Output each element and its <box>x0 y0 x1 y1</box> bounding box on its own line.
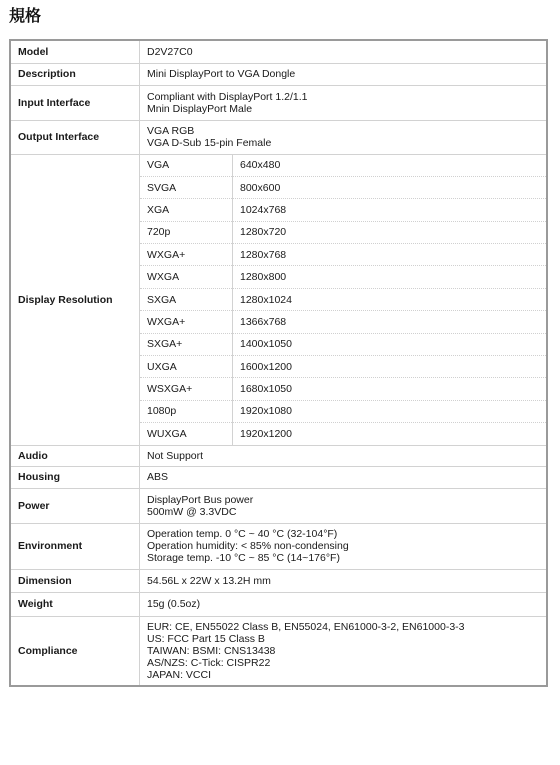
value-line: 500mW @ 3.3VDC <box>147 505 237 518</box>
value-line: TAIWAN: BSMI: CNS13438 <box>147 644 276 657</box>
row-value <box>140 85 548 120</box>
row-label: Power <box>10 488 140 523</box>
row-label: Input Interface <box>10 85 140 120</box>
table-row <box>10 85 547 120</box>
table-row <box>10 466 547 488</box>
resolution-mode-name: WXGA+ <box>140 311 233 333</box>
resolution-mode-name: 720p <box>140 221 233 243</box>
row-label: Housing <box>10 466 140 488</box>
row-label: Audio <box>10 445 140 466</box>
resolution-value: 1280x1024 <box>233 288 547 310</box>
row-label: Description <box>10 63 140 85</box>
resolution-row <box>140 356 546 378</box>
resolution-value: 1400x1050 <box>233 333 547 355</box>
table-row <box>10 488 547 523</box>
resolution-value: 1024x768 <box>233 199 547 221</box>
row-label: Environment <box>10 523 140 569</box>
resolution-value: 1920x1080 <box>233 400 547 422</box>
resolution-value: 640x480 <box>233 155 547 177</box>
value-line: JAPAN: VCCI <box>147 668 211 681</box>
table-row <box>10 40 547 63</box>
resolution-value: 1280x768 <box>233 244 547 266</box>
value-line: EUR: CE, EN55022 Class B, EN55024, EN61000-3-2, EN61000-3-3 <box>147 620 465 633</box>
row-value <box>140 616 548 686</box>
resolution-mode-name: WUXGA <box>140 423 233 445</box>
row-value: Not Support <box>140 445 548 466</box>
resolution-row <box>140 333 546 355</box>
value-line: VGA D-Sub 15-pin Female <box>147 137 272 149</box>
row-label: Display Resolution <box>10 154 140 445</box>
resolution-value: 1680x1050 <box>233 378 547 400</box>
row-value: 54.56L x 22W x 13.2H mm <box>140 569 548 592</box>
table-row <box>10 592 547 616</box>
value-line: Operation temp. 0 °C ~ 40 °C (32-104°F) <box>147 528 338 541</box>
row-label: Output Interface <box>10 120 140 154</box>
resolution-mode-name: WSXGA+ <box>140 378 233 400</box>
resolution-mode-name: VGA <box>140 155 233 177</box>
resolution-value: 1366x768 <box>233 311 547 333</box>
value-line: Mnin DisplayPort Male <box>147 102 253 115</box>
row-value: Mini DisplayPort to VGA Dongle <box>140 63 548 85</box>
resolution-value: 800x600 <box>233 176 547 198</box>
value-line: Compliant with DisplayPort 1.2/1.1 <box>147 90 308 103</box>
resolution-value: 1600x1200 <box>233 356 547 378</box>
resolution-row <box>140 423 546 445</box>
table-row <box>10 445 547 466</box>
resolution-value: 1280x720 <box>233 221 547 243</box>
resolution-row <box>140 176 546 198</box>
resolution-row <box>140 378 546 400</box>
resolution-value: 1280x800 <box>233 266 547 288</box>
page-title: 規格 <box>9 6 42 25</box>
row-value <box>140 523 548 569</box>
spec-table <box>9 39 548 687</box>
resolution-cell <box>140 154 548 445</box>
table-row <box>10 63 547 85</box>
resolution-mode-name: SXGA <box>140 288 233 310</box>
table-row <box>10 569 547 592</box>
value-line: Storage temp. -10 °C ~ 85 °C (14~176°F) <box>147 552 340 565</box>
resolution-row <box>140 244 546 266</box>
table-row <box>10 523 547 569</box>
resolution-row <box>140 221 546 243</box>
row-label: Compliance <box>10 616 140 686</box>
resolution-row <box>140 199 546 221</box>
resolution-value: 1920x1200 <box>240 427 292 440</box>
row-label: Weight <box>10 592 140 616</box>
value-line: AS/NZS: C-Tick: CISPR22 <box>147 656 271 669</box>
value-line: VGA RGB <box>147 125 195 137</box>
row-value: D2V27C0 <box>140 40 548 63</box>
resolution-mode-name: WXGA+ <box>140 244 233 266</box>
row-label: Model <box>10 40 140 63</box>
row-label: Dimension <box>10 569 140 592</box>
table-row <box>10 616 547 686</box>
resolution-row <box>140 155 546 177</box>
row-value: ABS <box>140 466 548 488</box>
value-line: US: FCC Part 15 Class B <box>147 632 265 645</box>
row-value <box>140 120 548 154</box>
table-row <box>10 120 547 154</box>
resolution-mode-name: XGA <box>140 199 233 221</box>
resolution-mode-name: UXGA <box>140 356 233 378</box>
table-row <box>10 154 547 445</box>
row-value <box>140 488 548 523</box>
resolution-mode-name: SXGA+ <box>140 333 233 355</box>
resolution-mode-name: SVGA <box>140 176 233 198</box>
resolution-table <box>140 155 546 445</box>
resolution-row <box>140 311 546 333</box>
row-value: 15g (0.5oz) <box>140 592 548 616</box>
value-line: Operation humidity: < 85% non-condensing <box>147 540 349 553</box>
resolution-mode-name: 1080p <box>140 400 233 422</box>
resolution-row <box>140 288 546 310</box>
value-line: DisplayPort Bus power <box>147 493 254 506</box>
resolution-row <box>140 266 546 288</box>
resolution-mode-name: WXGA <box>140 266 233 288</box>
resolution-row <box>140 400 546 422</box>
